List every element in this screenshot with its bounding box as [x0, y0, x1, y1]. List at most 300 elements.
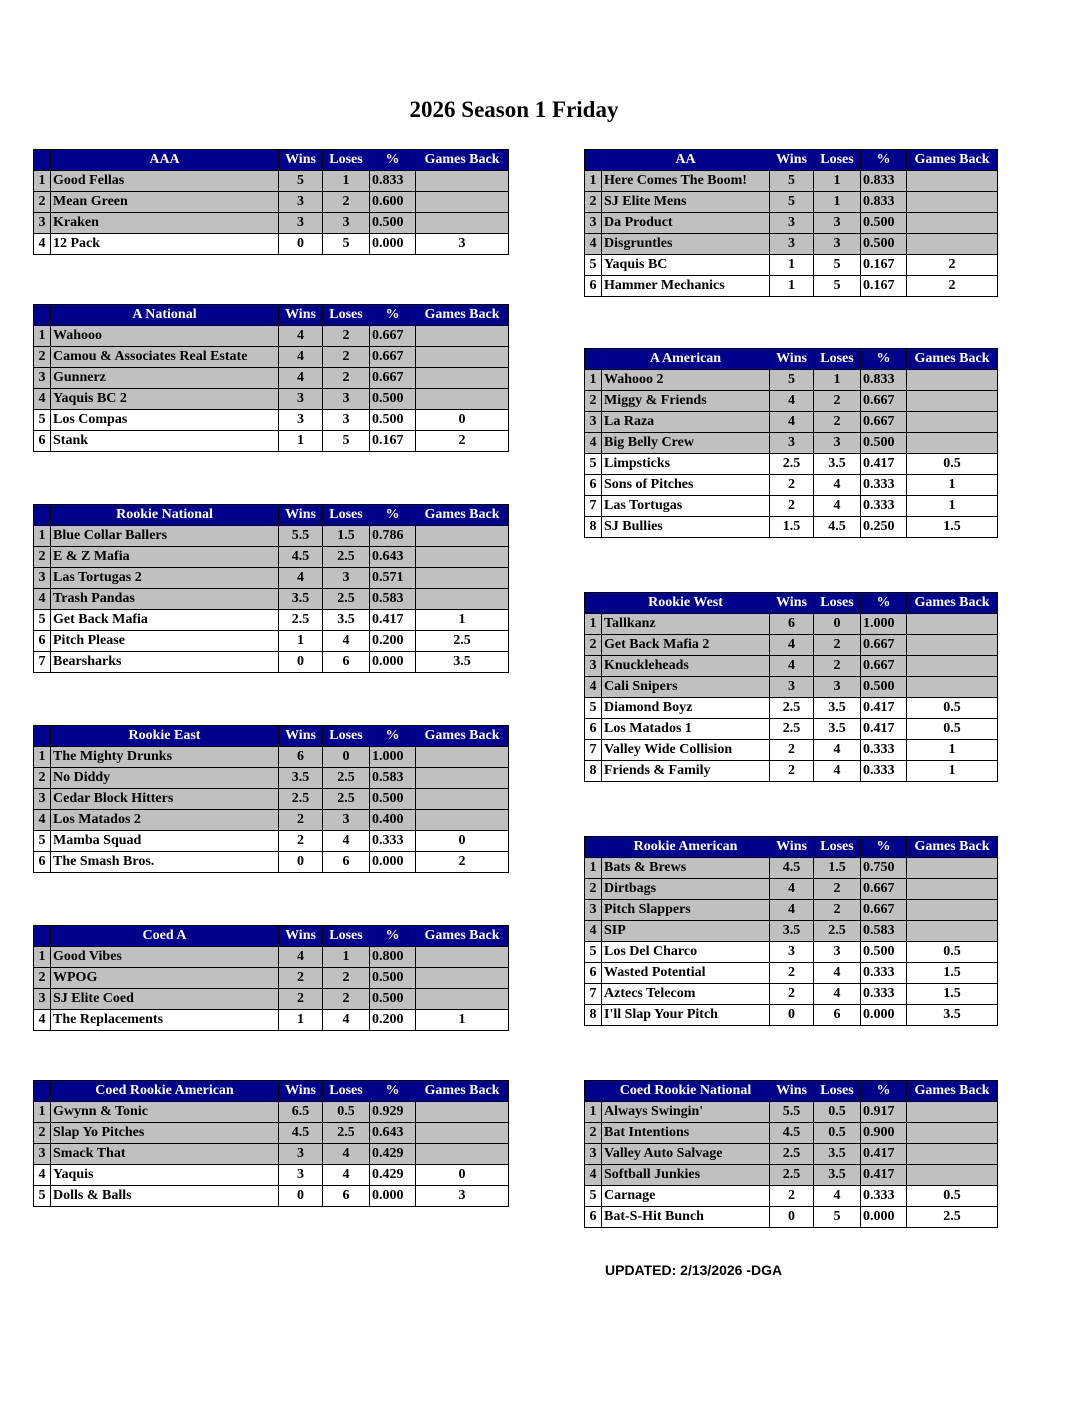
wins-cell: 4 [770, 900, 814, 921]
games-back-cell [907, 1123, 998, 1144]
header-blank-cell [585, 349, 602, 370]
games-back-cell: 3 [416, 234, 509, 255]
games-back-cell [416, 1123, 509, 1144]
loses-cell: 3 [814, 234, 861, 255]
pct-cell: 0.750 [861, 858, 907, 879]
games-back-cell [907, 635, 998, 656]
games-back-cell [907, 412, 998, 433]
loses-cell: 2.5 [323, 768, 370, 789]
games-back-cell: 2 [416, 431, 509, 452]
team-name-cell: Mamba Squad [51, 831, 279, 852]
pct-cell: 0.417 [861, 1165, 907, 1186]
team-name-cell: Softball Junkies [602, 1165, 770, 1186]
table-row [34, 631, 509, 652]
games-back-cell: 2.5 [907, 1207, 998, 1228]
header-loses: Loses [814, 837, 861, 858]
team-name-cell: Smack That [51, 1144, 279, 1165]
rank-cell: 5 [585, 1186, 602, 1207]
rank-cell: 4 [585, 677, 602, 698]
games-back-cell [416, 192, 509, 213]
table-row [34, 431, 509, 452]
header-wins: Wins [770, 349, 814, 370]
team-name-cell: Carnage [602, 1186, 770, 1207]
team-name-cell: Pitch Please [51, 631, 279, 652]
pct-cell: 0.583 [370, 768, 416, 789]
loses-cell: 3 [323, 410, 370, 431]
pct-cell: 0.667 [861, 656, 907, 677]
rank-cell: 3 [34, 368, 51, 389]
wins-cell: 2 [279, 989, 323, 1010]
header-loses: Loses [323, 926, 370, 947]
games-back-cell [416, 171, 509, 192]
loses-cell: 3.5 [323, 610, 370, 631]
table-row [34, 326, 509, 347]
header-blank-cell [34, 505, 51, 526]
division-table-rookie-west [584, 592, 998, 782]
pct-cell: 0.800 [370, 947, 416, 968]
loses-cell: 4 [323, 1144, 370, 1165]
table-row [34, 547, 509, 568]
wins-cell: 4 [279, 368, 323, 389]
wins-cell: 2.5 [770, 719, 814, 740]
team-name-cell: Diamond Boyz [602, 698, 770, 719]
rank-cell: 8 [585, 1005, 602, 1026]
games-back-cell [907, 900, 998, 921]
rank-cell: 2 [585, 391, 602, 412]
rank-cell: 1 [34, 526, 51, 547]
team-name-cell: Good Fellas [51, 171, 279, 192]
table-row [585, 614, 998, 635]
games-back-cell: 1.5 [907, 517, 998, 538]
pct-cell: 0.500 [370, 213, 416, 234]
rank-cell: 3 [585, 412, 602, 433]
games-back-cell [416, 326, 509, 347]
table-row [34, 347, 509, 368]
division-table-a-american [584, 348, 998, 538]
rank-cell: 4 [34, 234, 51, 255]
header-loses: Loses [814, 150, 861, 171]
header-wins: Wins [279, 726, 323, 747]
loses-cell: 1 [814, 192, 861, 213]
wins-cell: 4 [770, 391, 814, 412]
pct-cell: 0.929 [370, 1102, 416, 1123]
games-back-cell [416, 213, 509, 234]
games-back-cell [416, 810, 509, 831]
games-back-cell: 0 [416, 1165, 509, 1186]
rank-cell: 2 [585, 1123, 602, 1144]
rank-cell: 1 [585, 1102, 602, 1123]
loses-cell: 2 [814, 900, 861, 921]
table-row [34, 234, 509, 255]
pct-cell: 0.333 [861, 963, 907, 984]
table-row [34, 968, 509, 989]
wins-cell: 1 [279, 1010, 323, 1031]
header-pct: % [370, 1081, 416, 1102]
team-name-cell: The Smash Bros. [51, 852, 279, 873]
rank-cell: 3 [34, 213, 51, 234]
division-table-a-national [33, 304, 509, 452]
rank-cell: 5 [585, 255, 602, 276]
pct-cell: 0.000 [370, 1186, 416, 1207]
table-row [34, 526, 509, 547]
pct-cell: 0.667 [861, 900, 907, 921]
rank-cell: 4 [34, 810, 51, 831]
loses-cell: 4 [814, 740, 861, 761]
header-games-back: Games Back [907, 593, 998, 614]
header-games-back: Games Back [416, 505, 509, 526]
loses-cell: 4 [814, 963, 861, 984]
table-row [585, 433, 998, 454]
loses-cell: 2.5 [323, 1123, 370, 1144]
pct-cell: 0.833 [370, 171, 416, 192]
rank-cell: 5 [34, 1186, 51, 1207]
team-name-cell: Bearsharks [51, 652, 279, 673]
division-name: Rookie American [602, 837, 770, 858]
rank-cell: 2 [585, 879, 602, 900]
wins-cell: 3 [279, 213, 323, 234]
loses-cell: 3.5 [814, 454, 861, 475]
wins-cell: 6 [770, 614, 814, 635]
loses-cell: 0 [814, 614, 861, 635]
header-pct: % [370, 150, 416, 171]
loses-cell: 6 [323, 852, 370, 873]
pct-cell: 0.417 [861, 698, 907, 719]
rank-cell: 6 [585, 475, 602, 496]
rank-cell: 1 [34, 747, 51, 768]
table-header-row [585, 150, 998, 171]
rank-cell: 6 [585, 719, 602, 740]
division-name: A American [602, 349, 770, 370]
wins-cell: 3.5 [770, 921, 814, 942]
table-row [585, 517, 998, 538]
team-name-cell: Bats & Brews [602, 858, 770, 879]
pct-cell: 0.833 [861, 192, 907, 213]
loses-cell: 0.5 [323, 1102, 370, 1123]
table-header-row [34, 505, 509, 526]
loses-cell: 5 [323, 234, 370, 255]
pct-cell: 0.583 [861, 921, 907, 942]
table-row [585, 496, 998, 517]
loses-cell: 1 [814, 370, 861, 391]
team-name-cell: Wasted Potential [602, 963, 770, 984]
pct-cell: 0.429 [370, 1144, 416, 1165]
header-loses: Loses [814, 349, 861, 370]
team-name-cell: Limpsticks [602, 454, 770, 475]
loses-cell: 3.5 [814, 719, 861, 740]
loses-cell: 4 [323, 1010, 370, 1031]
table-row [585, 963, 998, 984]
rank-cell: 1 [34, 171, 51, 192]
wins-cell: 5 [770, 370, 814, 391]
pct-cell: 0.667 [370, 347, 416, 368]
team-name-cell: La Raza [602, 412, 770, 433]
pct-cell: 0.500 [861, 433, 907, 454]
rank-cell: 7 [34, 652, 51, 673]
wins-cell: 2.5 [770, 698, 814, 719]
loses-cell: 1.5 [814, 858, 861, 879]
games-back-cell [416, 768, 509, 789]
division-name: Rookie West [602, 593, 770, 614]
loses-cell: 4 [814, 475, 861, 496]
pct-cell: 0.333 [861, 984, 907, 1005]
header-games-back: Games Back [416, 305, 509, 326]
pct-cell: 0.333 [861, 1186, 907, 1207]
rank-cell: 6 [585, 276, 602, 297]
rank-cell: 1 [585, 171, 602, 192]
team-name-cell: Yaquis BC 2 [51, 389, 279, 410]
rank-cell: 4 [585, 921, 602, 942]
wins-cell: 2.5 [770, 1165, 814, 1186]
wins-cell: 1 [770, 255, 814, 276]
header-blank-cell [34, 926, 51, 947]
table-row [34, 1165, 509, 1186]
pct-cell: 0.917 [861, 1102, 907, 1123]
rank-cell: 3 [585, 213, 602, 234]
games-back-cell: 0 [416, 410, 509, 431]
header-wins: Wins [279, 926, 323, 947]
wins-cell: 2 [770, 740, 814, 761]
table-header-row [585, 837, 998, 858]
games-back-cell [416, 368, 509, 389]
team-name-cell: No Diddy [51, 768, 279, 789]
team-name-cell: Bat Intentions [602, 1123, 770, 1144]
division-table-coed-a [33, 925, 509, 1031]
rank-cell: 8 [585, 761, 602, 782]
pct-cell: 0.400 [370, 810, 416, 831]
table-row [585, 391, 998, 412]
table-row [34, 831, 509, 852]
wins-cell: 0 [279, 652, 323, 673]
pct-cell: 0.667 [370, 326, 416, 347]
team-name-cell: Disgruntles [602, 234, 770, 255]
team-name-cell: The Mighty Drunks [51, 747, 279, 768]
table-header-row [585, 349, 998, 370]
table-row [34, 810, 509, 831]
table-row [585, 921, 998, 942]
pct-cell: 0.417 [370, 610, 416, 631]
table-row [34, 1102, 509, 1123]
division-name: AAA [51, 150, 279, 171]
games-back-cell [907, 171, 998, 192]
loses-cell: 2 [323, 347, 370, 368]
table-row [585, 255, 998, 276]
team-name-cell: Bat-S-Hit Bunch [602, 1207, 770, 1228]
team-name-cell: Yaquis [51, 1165, 279, 1186]
wins-cell: 3 [770, 234, 814, 255]
games-back-cell [907, 234, 998, 255]
table-row [585, 1186, 998, 1207]
rank-cell: 5 [34, 410, 51, 431]
wins-cell: 3 [279, 389, 323, 410]
loses-cell: 4 [814, 496, 861, 517]
division-name: AA [602, 150, 770, 171]
table-header-row [34, 726, 509, 747]
wins-cell: 0 [770, 1207, 814, 1228]
loses-cell: 1 [323, 171, 370, 192]
team-name-cell: Yaquis BC [602, 255, 770, 276]
games-back-cell: 1.5 [907, 984, 998, 1005]
pct-cell: 0.643 [370, 547, 416, 568]
wins-cell: 4 [279, 326, 323, 347]
rank-cell: 7 [585, 984, 602, 1005]
team-name-cell: Tallkanz [602, 614, 770, 635]
table-row [34, 652, 509, 673]
pct-cell: 0.667 [861, 412, 907, 433]
division-name: Rookie National [51, 505, 279, 526]
games-back-cell [907, 879, 998, 900]
team-name-cell: SJ Bullies [602, 517, 770, 538]
header-loses: Loses [323, 726, 370, 747]
team-name-cell: Wahooo 2 [602, 370, 770, 391]
wins-cell: 2 [279, 968, 323, 989]
table-row [585, 635, 998, 656]
table-row [585, 900, 998, 921]
header-wins: Wins [770, 837, 814, 858]
pct-cell: 0.667 [861, 879, 907, 900]
games-back-cell [416, 1144, 509, 1165]
division-table-coed-rookie-american [33, 1080, 509, 1207]
loses-cell: 5 [323, 431, 370, 452]
rank-cell: 3 [34, 1144, 51, 1165]
loses-cell: 4 [323, 1165, 370, 1186]
table-row [34, 389, 509, 410]
loses-cell: 2 [323, 192, 370, 213]
pct-cell: 0.333 [861, 496, 907, 517]
loses-cell: 3 [814, 213, 861, 234]
pct-cell: 0.333 [861, 740, 907, 761]
rank-cell: 4 [34, 1165, 51, 1186]
loses-cell: 5 [814, 276, 861, 297]
rank-cell: 4 [585, 234, 602, 255]
table-row [34, 1123, 509, 1144]
wins-cell: 4 [279, 347, 323, 368]
wins-cell: 2.5 [279, 610, 323, 631]
table-row [585, 656, 998, 677]
team-name-cell: Dolls & Balls [51, 1186, 279, 1207]
rank-cell: 7 [585, 496, 602, 517]
pct-cell: 0.500 [370, 968, 416, 989]
games-back-cell [907, 391, 998, 412]
table-header-row [34, 305, 509, 326]
header-loses: Loses [323, 150, 370, 171]
wins-cell: 3 [770, 213, 814, 234]
table-row [34, 589, 509, 610]
division-table-aa [584, 149, 998, 297]
rank-cell: 1 [585, 370, 602, 391]
loses-cell: 1 [323, 947, 370, 968]
table-row [585, 1102, 998, 1123]
division-name: Coed Rookie National [602, 1081, 770, 1102]
rank-cell: 2 [585, 192, 602, 213]
team-name-cell: Knuckleheads [602, 656, 770, 677]
header-blank-cell [34, 1081, 51, 1102]
table-row [34, 368, 509, 389]
header-blank-cell [34, 726, 51, 747]
wins-cell: 5 [279, 171, 323, 192]
rank-cell: 1 [585, 614, 602, 635]
table-row [585, 1123, 998, 1144]
table-row [34, 947, 509, 968]
header-blank-cell [585, 837, 602, 858]
division-name: Coed Rookie American [51, 1081, 279, 1102]
games-back-cell [907, 213, 998, 234]
team-name-cell: Aztecs Telecom [602, 984, 770, 1005]
wins-cell: 1 [770, 276, 814, 297]
rank-cell: 2 [34, 192, 51, 213]
loses-cell: 2 [323, 968, 370, 989]
loses-cell: 2 [323, 326, 370, 347]
wins-cell: 2 [770, 1186, 814, 1207]
games-back-cell [416, 347, 509, 368]
rank-cell: 3 [585, 1144, 602, 1165]
header-wins: Wins [770, 593, 814, 614]
header-games-back: Games Back [416, 150, 509, 171]
team-name-cell: Good Vibes [51, 947, 279, 968]
rank-cell: 2 [34, 1123, 51, 1144]
table-row [585, 1144, 998, 1165]
wins-cell: 2 [770, 496, 814, 517]
rank-cell: 3 [34, 789, 51, 810]
rank-cell: 6 [585, 1207, 602, 1228]
games-back-cell [907, 192, 998, 213]
header-wins: Wins [770, 1081, 814, 1102]
header-pct: % [861, 349, 907, 370]
rank-cell: 2 [585, 635, 602, 656]
pct-cell: 0.500 [861, 234, 907, 255]
updated-note: UPDATED: 2/13/2026 -DGA [605, 1262, 783, 1278]
games-back-cell [416, 568, 509, 589]
games-back-cell [416, 789, 509, 810]
header-pct: % [861, 837, 907, 858]
pct-cell: 0.200 [370, 631, 416, 652]
games-back-cell: 1 [907, 475, 998, 496]
pct-cell: 0.583 [370, 589, 416, 610]
loses-cell: 3.5 [814, 1144, 861, 1165]
table-row [585, 192, 998, 213]
division-table-coed-rookie-national [584, 1080, 998, 1228]
page-title: 2026 Season 1 Friday [409, 97, 619, 122]
loses-cell: 4 [814, 984, 861, 1005]
games-back-cell: 3.5 [416, 652, 509, 673]
team-name-cell: Valley Auto Salvage [602, 1144, 770, 1165]
pct-cell: 0.417 [861, 454, 907, 475]
wins-cell: 4.5 [770, 858, 814, 879]
header-games-back: Games Back [416, 926, 509, 947]
table-row [585, 761, 998, 782]
header-pct: % [370, 505, 416, 526]
team-name-cell: Cedar Block Hitters [51, 789, 279, 810]
table-row [585, 984, 998, 1005]
wins-cell: 6.5 [279, 1102, 323, 1123]
header-loses: Loses [323, 1081, 370, 1102]
table-row [34, 568, 509, 589]
table-header-row [34, 150, 509, 171]
loses-cell: 1.5 [323, 526, 370, 547]
loses-cell: 3 [323, 568, 370, 589]
table-row [585, 412, 998, 433]
loses-cell: 5 [814, 255, 861, 276]
wins-cell: 3.5 [279, 589, 323, 610]
games-back-cell [907, 614, 998, 635]
table-row [34, 1010, 509, 1031]
header-loses: Loses [323, 305, 370, 326]
team-name-cell: Get Back Mafia 2 [602, 635, 770, 656]
team-name-cell: Mean Green [51, 192, 279, 213]
pct-cell: 0.643 [370, 1123, 416, 1144]
team-name-cell: Stank [51, 431, 279, 452]
team-name-cell: Kraken [51, 213, 279, 234]
team-name-cell: Big Belly Crew [602, 433, 770, 454]
